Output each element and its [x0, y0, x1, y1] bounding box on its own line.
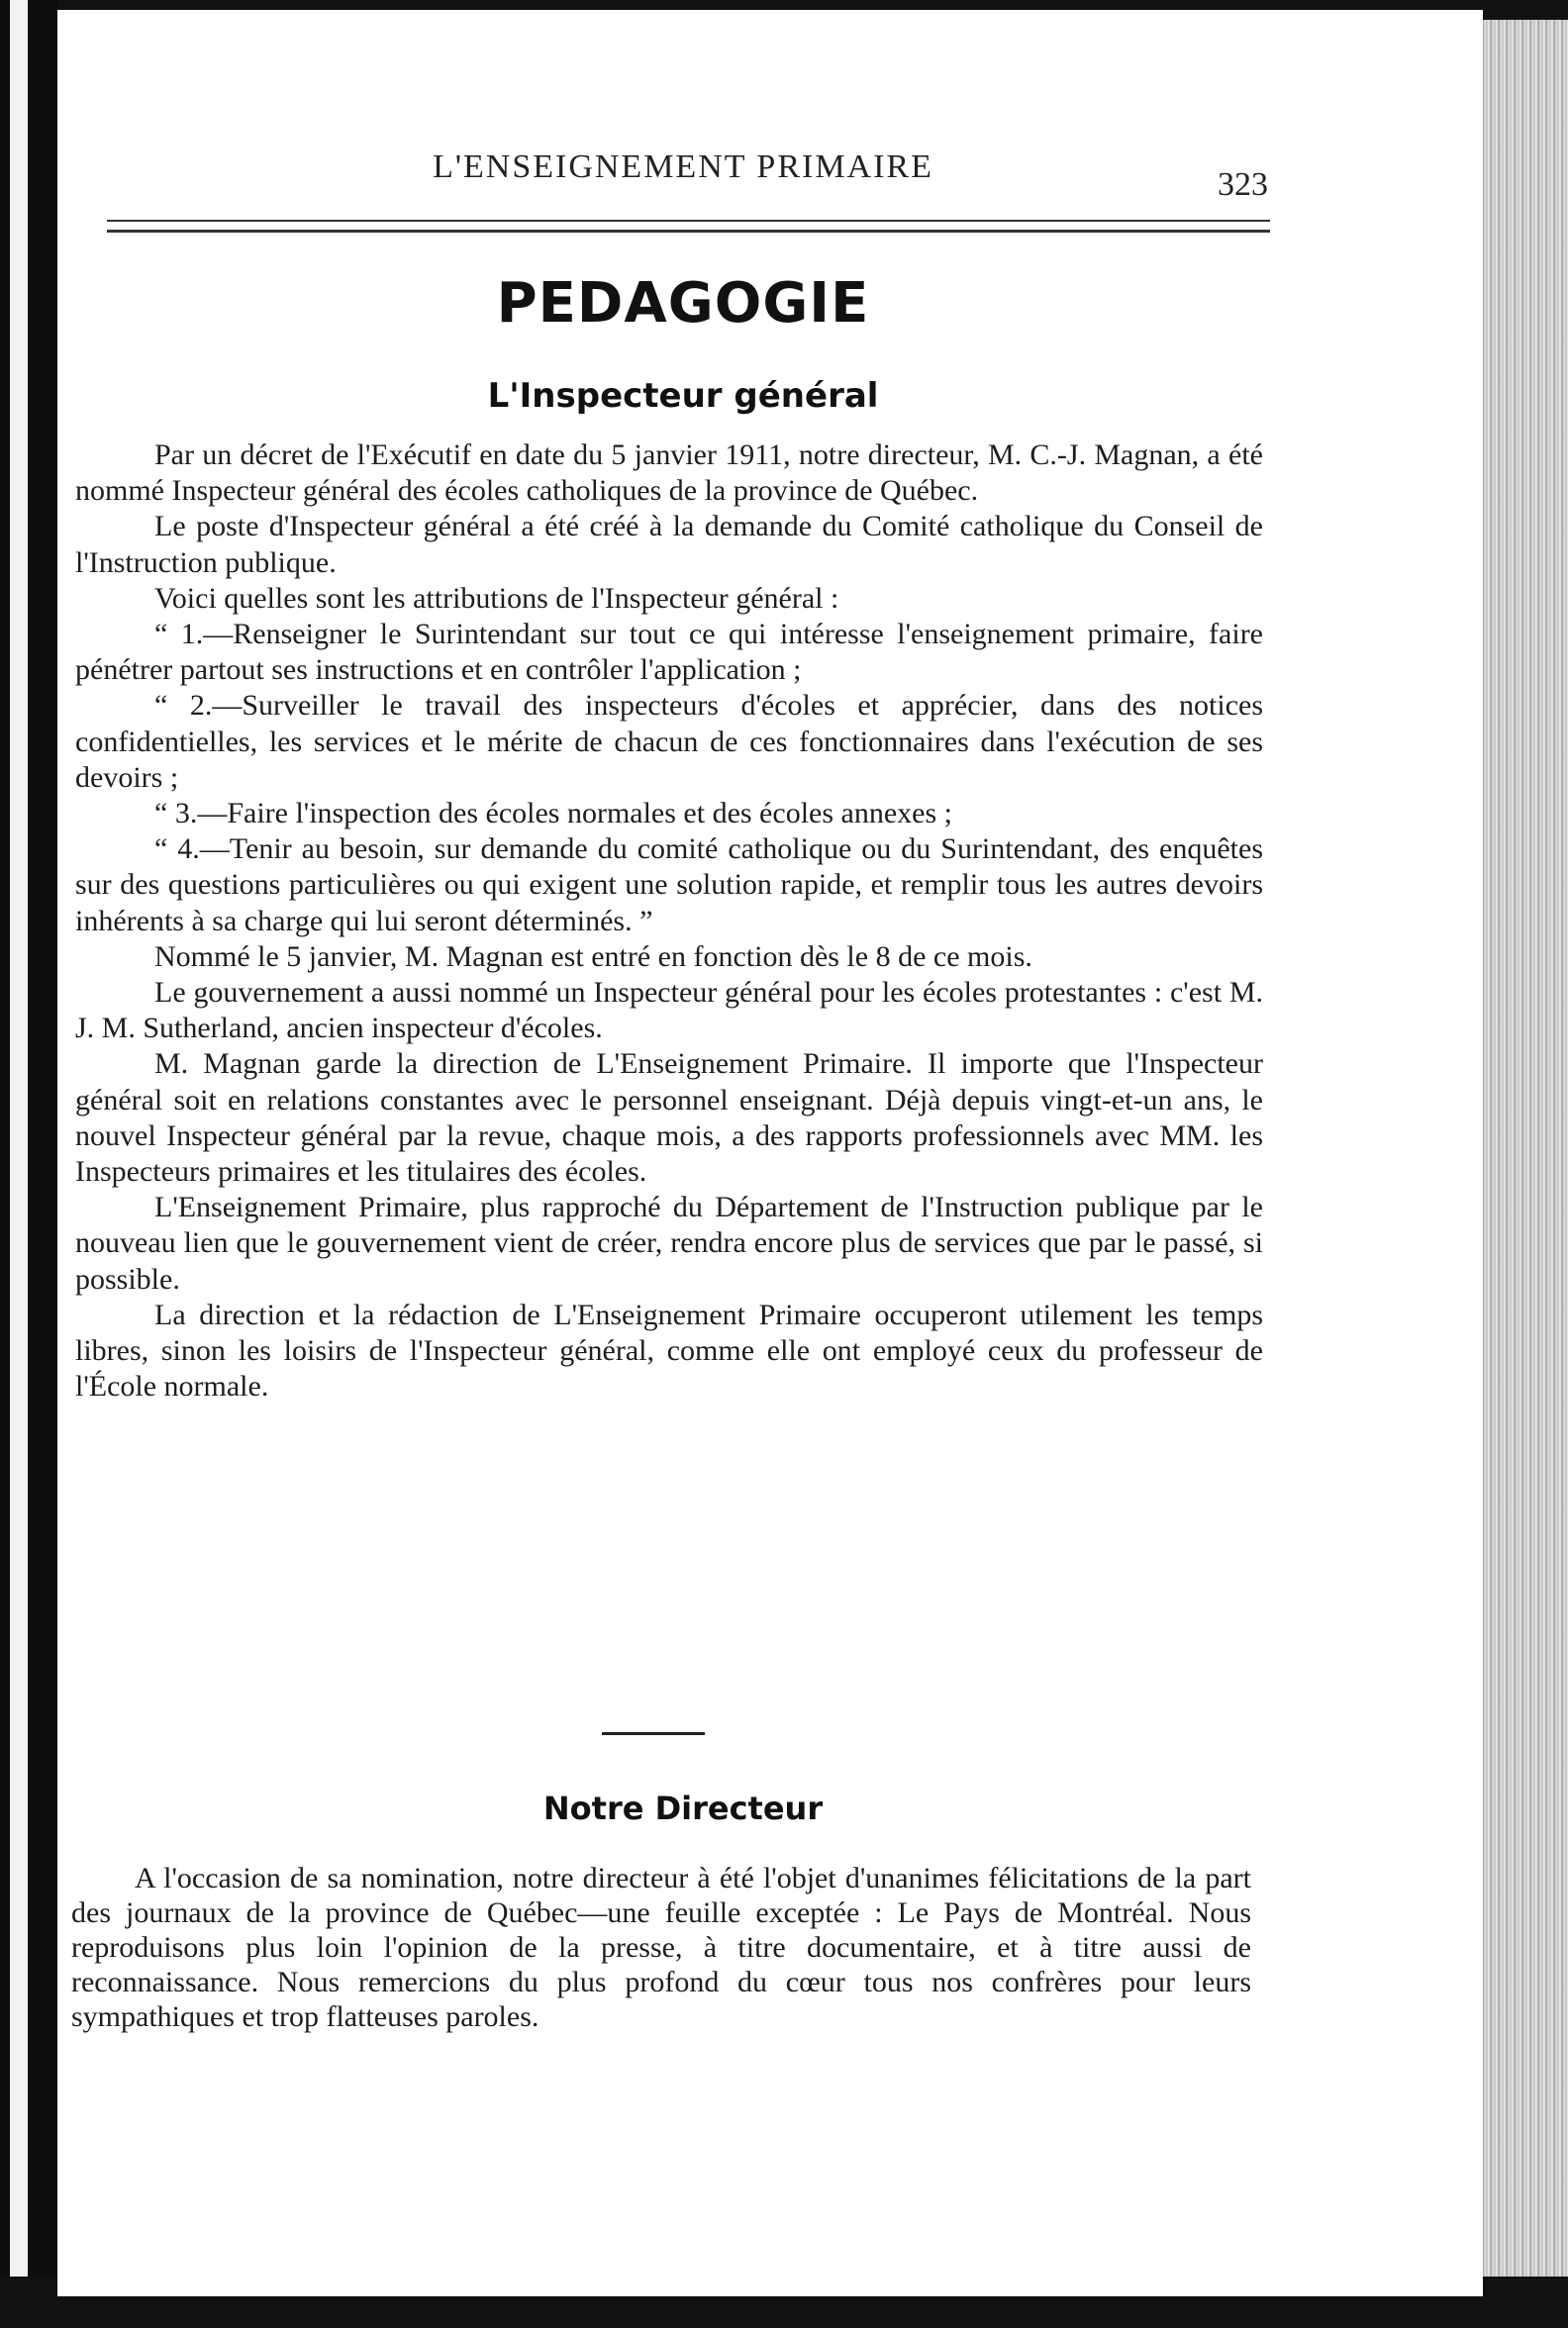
paragraph: Par un décret de l'Exécutif en date du 5 janvier 1911, notre directeur, M. C.-J. Magnan, a été nommé Inspecteur général des écoles catholiques de la province de Québec.: [75, 438, 1263, 508]
article-subtitle: L'Inspecteur général: [487, 376, 879, 416]
section-body: [71, 1861, 1251, 2034]
paragraph: Le gouvernement a aussi nommé un Inspecteur général pour les écoles protestantes : c'est M. J. M. Sutherland, ancien inspecteur d'écoles.: [75, 976, 1263, 1045]
paragraph: Le poste d'Inspecteur général a été créé à la demande du Comité catholique du Conseil de l'Instruction publique.: [75, 510, 1263, 579]
paragraph: Nommé le 5 janvier, M. Magnan est entré en fonction dès le 8 de ce mois.: [154, 939, 1032, 973]
quoted-item: “ 2.—Surveiller le travail des inspecteurs d'écoles et apprécier, dans des notices confidentielles, les services et le mérite de chacun de ces fonctionnaires dans l'exécution de ses devoirs ;: [75, 689, 1263, 794]
previous-page-edge: [10, 0, 28, 2328]
page-number: 323: [1218, 166, 1268, 203]
book-page-edges: [1477, 20, 1568, 2277]
scan-border-left: [0, 0, 57, 2328]
quoted-item: “ 1.—Renseigner le Surintendant sur tout ce qui intéresse l'enseignement primaire, faire pénétrer partout ses instructions et en contrôler l'application ;: [75, 618, 1263, 687]
paragraph: La direction et la rédaction de L'Enseignement Primaire occuperont utilement les temps libres, sinon les loisirs de l'Inspecteur général, comme elle ont employé ceux du professeur de l'École normale.: [75, 1298, 1263, 1404]
paragraph: A l'occasion de sa nomination, notre directeur à été l'objet d'unanimes félicitations de la part des journaux de la province de Québec—une feuille exceptée : Le Pays de Montréal. Nous reproduisons plus loin l'opinion de la presse, à titre documentaire, et à titre aussi de reconnaissance. Nous remercions du plus profond du cœur tous nos confrères pour leurs sympathiques et trop flatteuses paroles.: [71, 1862, 1251, 2033]
header-double-rule: [107, 220, 1270, 234]
paragraph: L'Enseignement Primaire, plus rapproché du Département de l'Instruction publique par le nouveau lien que le gouvernement vient de créer, rendra encore plus de services que par le passé, si possible.: [75, 1191, 1263, 1296]
article-body: [75, 437, 1263, 1405]
section-heading: Notre Directeur: [542, 1790, 824, 1827]
quoted-item: “ 4.—Tenir au besoin, sur demande du comité catholique ou du Surintendant, des enquêtes sur des questions particulières ou qui exigent une solution rapide, et remplir tous les autres devoirs inhérents à sa charge qui lui seront déterminés. ”: [75, 832, 1263, 937]
quoted-item: “ 3.—Faire l'inspection des écoles normales et des écoles annexes ;: [154, 797, 952, 830]
paragraph: Voici quelles sont les attributions de l'Inspecteur général :: [154, 581, 839, 615]
section-separator: [602, 1732, 705, 1735]
running-title: L'ENSEIGNEMENT PRIMAIRE: [433, 148, 933, 185]
paragraph: M. Magnan garde la direction de L'Enseignement Primaire. Il importe que l'Inspecteur général soit en relations constantes avec le personnel enseignant. Déjà depuis vingt-et-un ans, le nouvel Inspecteur général par la revue, chaque mois, a des rapports professionnels avec MM. les Inspecteurs primaires et les titulaires des écoles.: [75, 1047, 1263, 1189]
article-title: PEDAGOGIE: [496, 271, 870, 336]
